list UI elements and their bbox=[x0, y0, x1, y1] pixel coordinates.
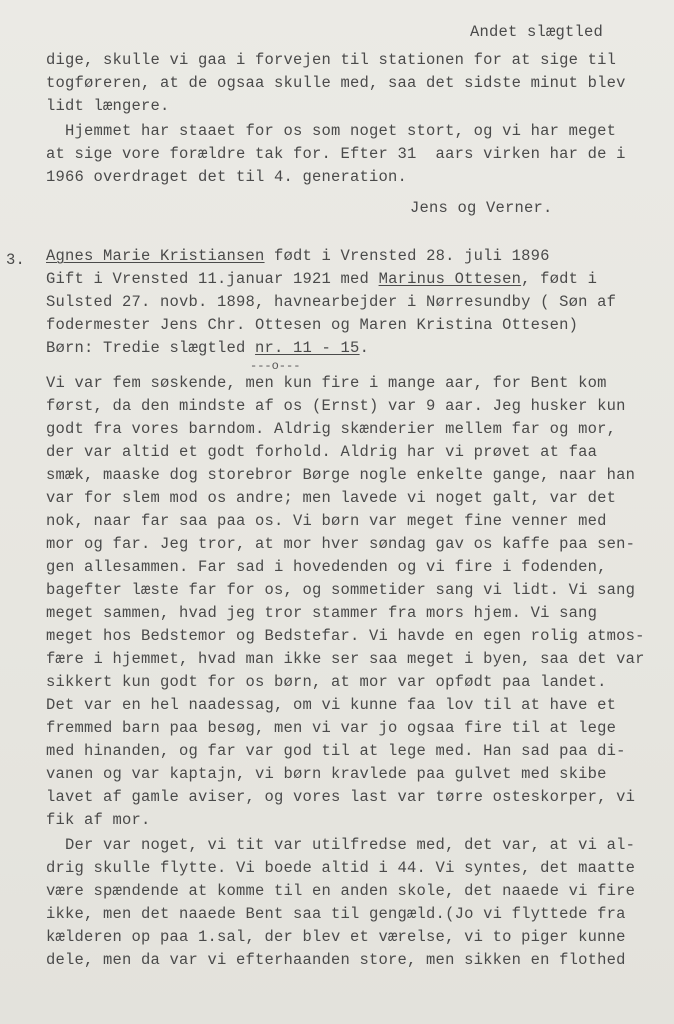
text-line: Der var noget, vi tit var utilfredse med, det var, at vi al- bbox=[46, 836, 636, 854]
text-line: fære i hjemmet, hvad man ikke ser saa meget i byen, saa det var bbox=[46, 650, 645, 668]
text-line: være spændende at komme til en anden skole, det naaede vi fire bbox=[46, 882, 636, 900]
text-line: Hjemmet har staaet for os som noget stort, og vi har meget bbox=[46, 122, 617, 140]
entry-text: født i Vrensted 28. juli 1896 bbox=[264, 247, 550, 265]
signature: Jens og Verner. bbox=[410, 199, 553, 217]
text-line: med hinanden, og far var god til at lege med. Han sad paa di- bbox=[46, 742, 626, 760]
text-line: Vi var fem søskende, men kun fire i mange aar, for Bent kom bbox=[46, 374, 607, 392]
text-line: ikke, men det naaede Bent saa til gengæld.(Jo vi flyttede fra bbox=[46, 905, 626, 923]
text-line: kælderen op paa 1.sal, der blev et værelse, vi to piger kunne bbox=[46, 928, 626, 946]
entry-number: 3. bbox=[6, 251, 26, 269]
text-line: meget sammen, hvad jeg tror stammer fra mors hjem. Vi sang bbox=[46, 604, 598, 622]
entry-text: Børn: Tredie slægtled bbox=[46, 339, 256, 357]
text-line: godt fra vores barndom. Aldrig skænderier mellem far og mor, bbox=[46, 420, 617, 438]
text-line: fremmed barn paa besøg, men vi var jo ogsaa fire til at lege bbox=[46, 719, 617, 737]
text-line: drig skulle flytte. Vi boede altid i 44. Vi syntes, det maatte bbox=[46, 859, 636, 877]
person-name: Agnes Marie Kristiansen bbox=[46, 247, 265, 265]
text-line: gen allesammen. Far sad i hovedenden og vi fire i fodenden, bbox=[46, 558, 607, 576]
text-line: Det var en hel naadessag, om vi kunne faa lov til at have et bbox=[46, 696, 617, 714]
text-line: der var altid et godt forhold. Aldrig har vi prøvet at faa bbox=[46, 443, 598, 461]
entry-line-1 bbox=[46, 246, 550, 266]
text-line: 1966 overdraget det til 4. generation. bbox=[46, 168, 408, 186]
text-line: sikkert kun godt for os børn, at mor var opfødt paa landet. bbox=[46, 673, 607, 691]
text-line: togføreren, at de ogsaa skulle med, saa det sidste minut blev bbox=[46, 74, 626, 92]
entry-line-4: fodermester Jens Chr. Ottesen og Maren Kristina Ottesen) bbox=[46, 316, 579, 334]
separator: ---o--- bbox=[250, 359, 301, 373]
entry-line-3: Sulsted 27. novb. 1898, havnearbejder i Nørresundby ( Søn af bbox=[46, 293, 617, 311]
text-line: smæk, maaske dog storebror Børge nogle enkelte gange, naar han bbox=[46, 466, 636, 484]
text-line: meget hos Bedstemor og Bedstefar. Vi havde en egen rolig atmos- bbox=[46, 627, 645, 645]
text-line: bagefter læste far for os, og sommetider sang vi lidt. Vi sang bbox=[46, 581, 636, 599]
text-line: dele, men da var vi efterhaanden store, men sikken en flothed bbox=[46, 951, 626, 969]
entry-line-5 bbox=[46, 338, 369, 358]
text-line: vanen og var kaptajn, vi børn kravlede paa gulvet med skibe bbox=[46, 765, 607, 783]
text-line: dige, skulle vi gaa i forvejen til stationen for at sige til bbox=[46, 51, 617, 69]
entry-text: Gift i Vrensted 11.januar 1921 med bbox=[46, 270, 379, 288]
entry-text: . bbox=[359, 339, 370, 357]
text-line: lidt længere. bbox=[46, 97, 170, 115]
spouse-name: Marinus Ottesen bbox=[378, 270, 522, 288]
text-line: var for slem mod os andre; men lavede vi noget galt, var det bbox=[46, 489, 617, 507]
text-line: at sige vore forældre tak for. Efter 31 aars virken har de i bbox=[46, 145, 626, 163]
children-range: nr. 11 - 15 bbox=[255, 339, 360, 357]
entry-text: , født i bbox=[521, 270, 598, 288]
entry-line-2 bbox=[46, 269, 597, 289]
text-line: først, da den mindste af os (Ernst) var 9 aar. Jeg husker kun bbox=[46, 397, 626, 415]
text-line: fik af mor. bbox=[46, 811, 151, 829]
text-line: mor og far. Jeg tror, at mor hver søndag gav os kaffe paa sen- bbox=[46, 535, 636, 553]
page-header: Andet slægtled bbox=[470, 23, 604, 41]
text-line: nok, naar far saa paa os. Vi børn var meget fine venner med bbox=[46, 512, 607, 530]
text-line: lavet af gamle aviser, og vores last var tørre osteskorper, vi bbox=[46, 788, 636, 806]
